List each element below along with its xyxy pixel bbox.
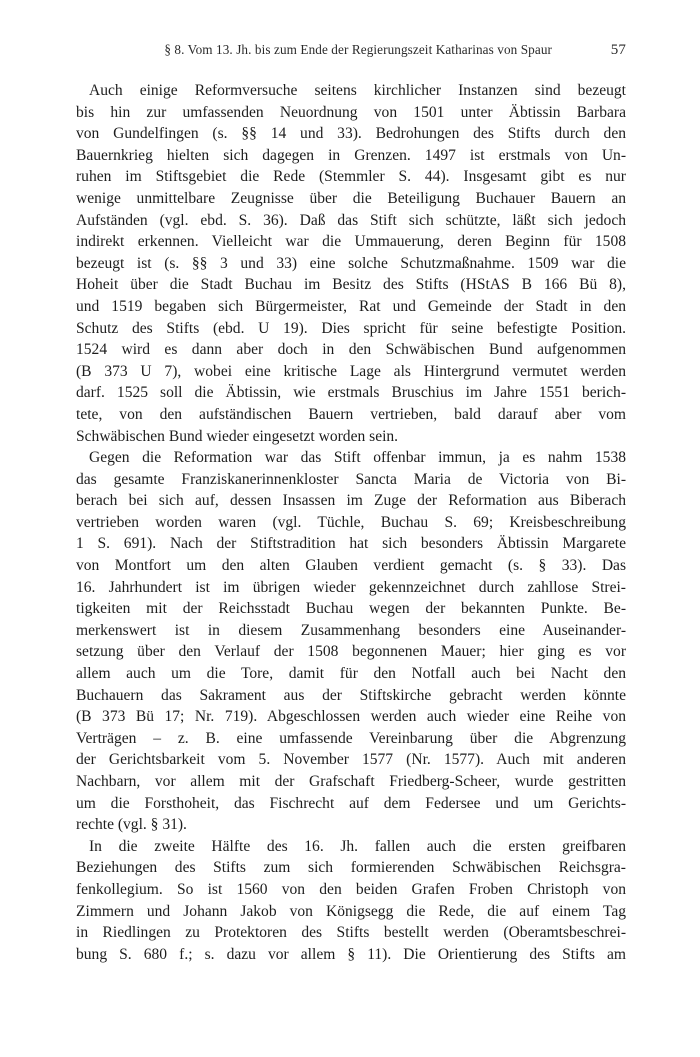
text-line: Schwäbischen Bund wieder eingesetzt worden sein. — [76, 427, 399, 445]
text-line: ruhen im Stiftsgebiet die Rede (Stemmler S. 44). Insgesamt gibt es nur — [76, 168, 626, 186]
text-line: und 1519 begaben sich Bürgermeister, Rat und Gemeinde der Stadt in den — [76, 297, 626, 315]
text-line: bezeugt ist (s. §§ 3 und 33) eine solche Schutzmaßnahme. 1509 war die — [76, 254, 626, 272]
paragraph-3 — [76, 836, 626, 966]
text-line: wenige unmittelbare Zeugnisse über die Beteiligung Buchauer Bauern an — [76, 189, 626, 207]
running-head — [90, 42, 626, 62]
text-line: Aufständen (vgl. ebd. S. 36). Daß das Stift sich schützte, läßt sich jedoch — [76, 211, 626, 229]
paragraph-2 — [76, 447, 626, 836]
text-line: Beziehungen des Stifts zum sich formierenden Schwäbischen Reichsgra- — [76, 859, 626, 877]
text-line: von Montfort um den alten Glauben verdient gemacht (s. § 33). Das — [76, 557, 626, 575]
text-line: berach bei sich auf, dessen Insassen im Zuge der Reformation aus Biberach — [76, 492, 626, 510]
text-line: Auch einige Reformversuche seitens kirchlicher Instanzen sind bezeugt — [89, 82, 626, 99]
text-line: darf. 1525 soll die Äbtissin, wie erstmals Bruschius im Jahre 1551 berich- — [76, 384, 626, 402]
text-line: Buchauern das Sakrament aus der Stiftskirche gebracht werden könnte — [76, 686, 626, 704]
page-number: 57 — [610, 42, 626, 58]
text-line: bis hin zur umfassenden Neuordnung von 1501 unter Äbtissin Barbara — [76, 103, 626, 121]
text-line: Gegen die Reformation war das Stift offenbar immun, ja es nahm 1538 — [89, 449, 626, 467]
text-line: (B 373 U 7), wobei eine kritische Lage als Hintergrund vermutet werden — [76, 362, 626, 380]
text-line: in Riedlingen zu Protektoren des Stifts bestellt werden (Oberamtsbeschrei- — [76, 924, 626, 942]
text-line: In die zweite Hälfte des 16. Jh. fallen auch die ersten greifbaren — [89, 837, 626, 855]
text-line: Hoheit über die Stadt Buchau im Besitz des Stifts (HStAS B 166 Bü 8), — [76, 276, 626, 294]
text-line: Nachbarn, vor allem mit der Grafschaft Friedberg-Scheer, wurde gestritten — [76, 773, 626, 790]
text-line: tigkeiten mit der Reichsstadt Buchau wegen der bekannten Punkte. Be- — [76, 600, 626, 618]
text-line: bung S. 680 f.; s. dazu vor allem § 11). Die Orientierung des Stifts am — [76, 945, 626, 963]
text-line: Verträgen – z. B. eine umfassende Vereinbarung über die Abgrenzung — [76, 729, 626, 747]
running-head-title: § 8. Vom 13. Jh. bis zum Ende der Regierungszeit Katharinas von Spaur — [164, 42, 552, 57]
text-line: Bauernkrieg hielten sich dagegen in Grenzen. 1497 ist erstmals von Un- — [76, 146, 626, 164]
text-line: Zimmern und Johann Jakob von Königsegg die Rede, die auf einem Tag — [76, 902, 626, 920]
text-line: vertrieben worden waren (vgl. Tüchle, Buchau S. 69; Kreisbeschreibung — [76, 513, 626, 531]
text-line: das gesamte Franziskanerinnenkloster Sancta Maria de Victoria von Bi- — [76, 470, 626, 488]
text-line: Schutz des Stifts (ebd. U 19). Dies spricht für seine befestigte Position. — [76, 319, 626, 337]
text-line: rechte (vgl. § 31). — [76, 816, 187, 834]
text-line: der Gerichtsbarkeit vom 5. November 1577 (Nr. 1577). Auch mit anderen — [76, 751, 626, 769]
text-line: fenkollegium. So ist 1560 von den beiden Grafen Froben Christoph von — [76, 880, 626, 898]
text-line: tete, von den aufständischen Bauern vertrieben, bald darauf aber vom — [76, 405, 626, 423]
text-line: merkenswert ist in diesem Zusammenhang besonders eine Auseinander- — [76, 621, 626, 639]
text-line: um die Forsthoheit, das Fischrecht auf dem Federsee und um Gerichts- — [76, 794, 626, 812]
text-line: 1524 wird es dann aber doch in den Schwäbischen Bund aufgenommen — [76, 341, 626, 359]
text-line: von Gundelfingen (s. §§ 14 und 33). Bedrohungen des Stifts durch den — [76, 125, 626, 143]
text-line: 16. Jahrhundert ist im übrigen wieder gekennzeichnet durch zahllose Strei- — [76, 578, 626, 596]
text-line: (B 373 Bü 17; Nr. 719). Abgeschlossen werden auch wieder eine Reihe von — [76, 708, 626, 726]
text-line: allem auch um die Tore, damit für den Notfall auch bei Nacht den — [76, 665, 626, 683]
text-line: indirekt erkennen. Vielleicht war die Ummauerung, deren Beginn für 1508 — [76, 233, 626, 251]
body-text — [76, 80, 626, 965]
paragraph-1 — [76, 80, 626, 447]
text-line: 1 S. 691). Nach der Stiftstradition hat sich besonders Äbtissin Margarete — [76, 535, 626, 553]
text-line: setzung über den Verlauf der 1508 begonnenen Mauer; hier ging es vor — [76, 643, 626, 661]
